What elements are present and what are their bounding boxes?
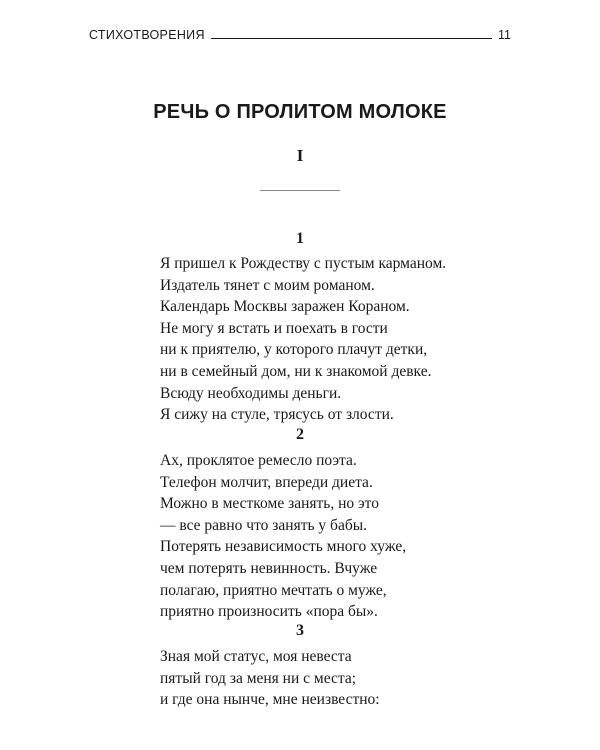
- poem-line: и где она нынче, мне неизвестно:: [160, 691, 380, 709]
- poem-line: полагаю, приятно мечтать о муже,: [160, 581, 387, 599]
- section-number: 2: [296, 426, 304, 443]
- running-head-rule: [211, 38, 492, 39]
- poem-line: Можно в месткоме занять, но это: [160, 495, 379, 513]
- poem-line: пятый год за меня ни с места;: [160, 669, 357, 687]
- poem-line: Потерять независимость много хуже,: [160, 538, 407, 556]
- poem-line: ни к приятелю, у которого плачут детки,: [160, 341, 428, 359]
- stanza: [160, 253, 560, 426]
- poem-line: Зная мой статус, моя невеста: [160, 648, 352, 665]
- section-number: 3: [296, 622, 304, 639]
- running-head: [89, 22, 511, 42]
- poem-line: чем потерять невинность. Вчуже: [160, 559, 378, 577]
- page-number: 11: [498, 28, 511, 42]
- poem-line: ни в семейный дом, ни к знакомой девке.: [160, 362, 432, 380]
- running-head-title: СТИХОТВОРЕНИЯ: [89, 28, 205, 42]
- section-number: 1: [296, 230, 304, 247]
- poem-line: — все равно что занять у бабы.: [160, 516, 367, 534]
- poem-line: приятно произносить «пора бы».: [160, 603, 378, 621]
- stanza: [160, 646, 560, 711]
- poem-line: Издатель тянет с моим романом.: [160, 276, 375, 294]
- poem-line: Я пришел к Рождеству с пустым карманом.: [160, 255, 447, 272]
- poem-line: Телефон молчит, впереди диета.: [160, 473, 373, 491]
- ornament-rule: [260, 190, 340, 191]
- poem-title: РЕЧЬ О ПРОЛИТОМ МОЛОКЕ: [153, 101, 447, 123]
- part-numeral: I: [296, 146, 304, 165]
- poem-line: Всюду необходимы деньги.: [160, 384, 342, 402]
- poem-line: Календарь Москвы заражен Кораном.: [160, 298, 410, 316]
- stanza: [160, 450, 560, 623]
- poem-line: Ах, проклятое ремесло поэта.: [160, 452, 357, 469]
- poem-line: Не могу я встать и поехать в гости: [160, 319, 388, 337]
- poem-line: Я сижу на стуле, трясусь от злости.: [160, 406, 394, 424]
